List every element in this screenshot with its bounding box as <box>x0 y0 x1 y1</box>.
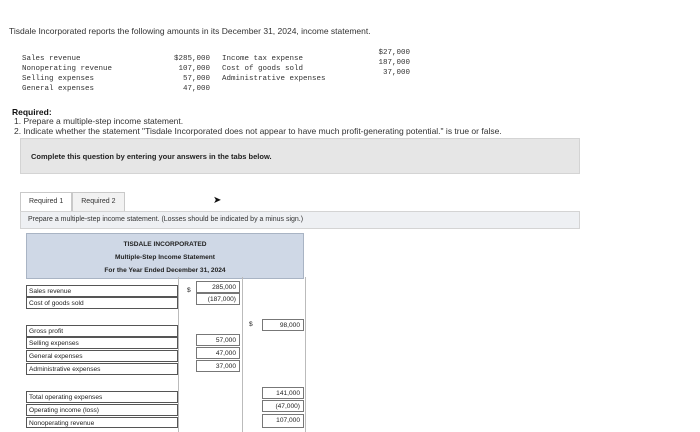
data-amount: 107,000 <box>178 65 210 73</box>
statement-period: For the Year Ended December 31, 2024 <box>104 267 226 274</box>
data-left-amounts <box>168 54 210 94</box>
row-label-operating-income[interactable]: Operating income (loss) <box>26 404 178 416</box>
data-amount: 47,000 <box>182 85 210 93</box>
amount-operating-income[interactable]: (47,000) <box>262 400 304 412</box>
row-label-sales-revenue[interactable]: Sales revenue <box>26 285 178 297</box>
row-label-general[interactable]: General expenses <box>26 350 178 362</box>
amount-general[interactable]: 47,000 <box>196 347 240 359</box>
cursor-pointer-icon: ➤ <box>213 195 222 206</box>
required-heading: Required: <box>12 107 52 117</box>
data-label: Sales revenue <box>22 55 81 63</box>
row-label-admin[interactable]: Administrative expenses <box>26 363 178 375</box>
row-label-cogs[interactable]: Cost of goods sold <box>26 297 178 309</box>
data-label: Income tax expense <box>222 55 304 63</box>
data-amount: 187,000 <box>378 59 410 67</box>
amount-sales-revenue[interactable]: 285,000 <box>196 281 240 293</box>
row-label-selling[interactable]: Selling expenses <box>26 337 178 349</box>
amount-gross-profit[interactable]: 98,000 <box>262 319 304 331</box>
tab-required-1[interactable]: Required 1 <box>20 192 72 212</box>
statement-company: TISDALE INCORPORATED <box>123 241 207 248</box>
amount-nonoperating[interactable]: 107,000 <box>262 414 304 428</box>
intro-text: Tisdale Incorporated reports the following amounts in its December 31, 2024, income statement. <box>9 26 371 36</box>
amount-cogs[interactable]: (187,000) <box>196 293 240 305</box>
complete-instructions: Complete this question by entering your answers in the tabs below. <box>31 152 272 161</box>
data-amount: $285,000 <box>173 55 210 63</box>
amount-admin[interactable]: 37,000 <box>196 360 240 372</box>
currency-symbol: $ <box>249 321 253 328</box>
required-item-2: 2. Indicate whether the statement "Tisdale Incorporated does not appear to have much profit-generating potential." is true or false. <box>14 126 502 136</box>
data-amount: 57,000 <box>182 75 210 83</box>
complete-instructions-bar <box>20 138 580 174</box>
data-label: General expenses <box>22 85 95 93</box>
data-right-labels <box>222 54 326 84</box>
data-label: Administrative expenses <box>222 75 326 83</box>
amount-total-operating[interactable]: 141,000 <box>262 387 304 399</box>
prepare-instruction: Prepare a multiple-step income statement. (Losses should be indicated by a minus sign.) <box>28 216 304 223</box>
data-label: Nonoperating revenue <box>22 65 113 73</box>
data-right-amounts <box>366 48 410 78</box>
required-item-1: 1. Prepare a multiple-step income statement. <box>14 116 184 126</box>
statement-header <box>26 233 304 279</box>
data-label: Selling expenses <box>22 75 95 83</box>
data-amount: 37,000 <box>382 69 410 77</box>
data-left-labels <box>22 54 112 94</box>
data-label: Cost of goods sold <box>222 65 304 73</box>
tab-required-2[interactable]: Required 2 <box>72 192 124 212</box>
row-label-total-operating[interactable]: Total operating expenses <box>26 391 178 403</box>
currency-symbol: $ <box>187 287 191 294</box>
row-label-nonoperating[interactable]: Nonoperating revenue <box>26 417 178 428</box>
data-amount: $27,000 <box>378 49 410 57</box>
amount-selling[interactable]: 57,000 <box>196 334 240 346</box>
prepare-instruction-bar <box>20 211 580 229</box>
row-label-gross-profit[interactable]: Gross profit <box>26 325 178 337</box>
statement-title: Multiple-Step Income Statement <box>114 254 216 261</box>
tab-bar <box>20 192 125 212</box>
